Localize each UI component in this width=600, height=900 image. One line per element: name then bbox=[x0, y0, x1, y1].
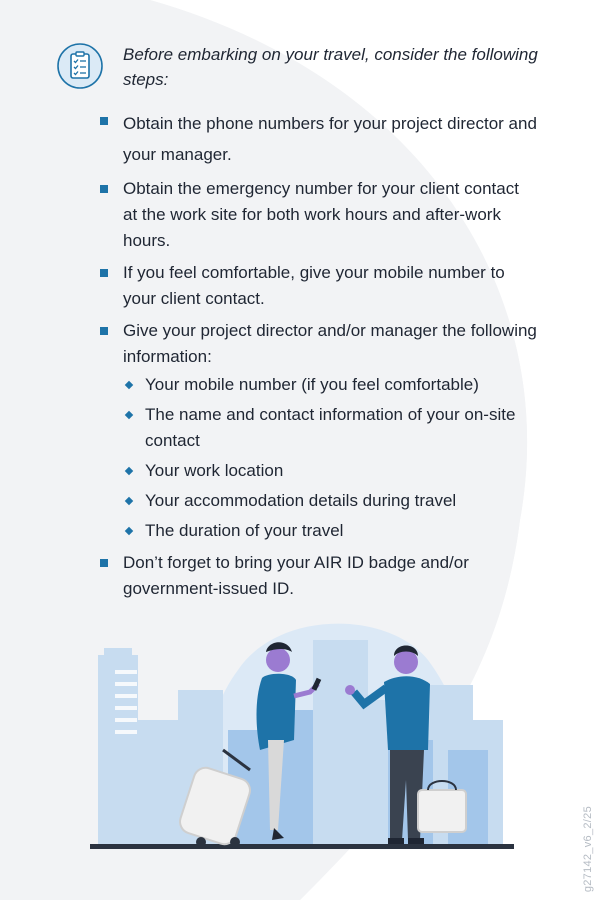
sub-list-item bbox=[123, 488, 537, 514]
square-bullet-icon bbox=[100, 185, 108, 193]
intro-text: Before embarking on your travel, consider the following steps: bbox=[123, 45, 538, 89]
step-text: Give your project director and/or manager the following information: bbox=[123, 321, 537, 366]
diamond-bullet-icon bbox=[125, 381, 133, 389]
square-bullet-icon bbox=[100, 559, 108, 567]
document-code: g27142_v6_2/25 bbox=[582, 805, 594, 892]
travelers-city-illustration bbox=[88, 600, 518, 860]
list-item bbox=[97, 260, 537, 312]
substep-text: Your accommodation details during travel bbox=[145, 491, 457, 510]
step-text: If you feel comfortable, give your mobile number to your client contact. bbox=[123, 263, 505, 308]
substep-text: Your mobile number (if you feel comfortable) bbox=[145, 375, 479, 394]
diamond-bullet-icon bbox=[125, 411, 133, 419]
list-item bbox=[97, 176, 537, 254]
square-bullet-icon bbox=[100, 117, 108, 125]
substep-text: The name and contact information of your on-site contact bbox=[145, 405, 516, 450]
step-text: Obtain the emergency number for your client contact at the work site for both work hours and after-work hours. bbox=[123, 179, 519, 250]
step-text: Don’t forget to bring your AIR ID badge and/or government-issued ID. bbox=[123, 553, 469, 598]
square-bullet-icon bbox=[100, 327, 108, 335]
sub-list-item bbox=[123, 518, 537, 544]
square-bullet-icon bbox=[100, 269, 108, 277]
clipboard-checklist-icon bbox=[56, 42, 104, 90]
sub-list-item bbox=[123, 402, 537, 454]
sub-list-item bbox=[123, 372, 537, 398]
list-item bbox=[97, 108, 537, 170]
travel-steps-list bbox=[97, 108, 537, 608]
substep-text: The duration of your travel bbox=[145, 521, 344, 540]
diamond-bullet-icon bbox=[125, 527, 133, 535]
substep-text: Your work location bbox=[145, 461, 284, 480]
diamond-bullet-icon bbox=[125, 467, 133, 475]
sub-list-item bbox=[123, 458, 537, 484]
step-text: Obtain the phone numbers for your project director and your manager. bbox=[123, 114, 537, 164]
list-item bbox=[97, 318, 537, 544]
info-sublist bbox=[123, 372, 537, 544]
diamond-bullet-icon bbox=[125, 497, 133, 505]
list-item bbox=[97, 550, 537, 602]
